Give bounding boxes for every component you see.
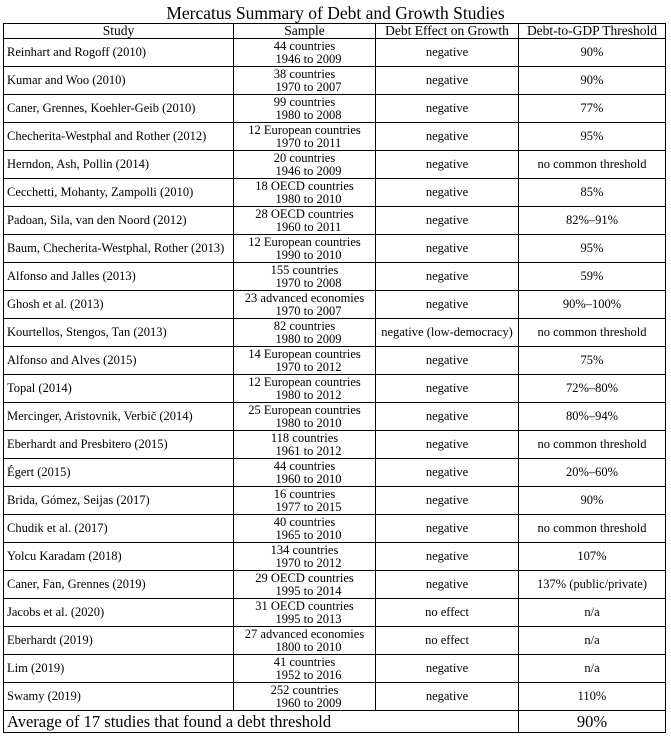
effect-cell: negative [376, 543, 519, 571]
effect-cell: negative (low-democracy) [376, 319, 519, 347]
table-row [4, 347, 666, 375]
threshold-cell: n/a [519, 627, 666, 655]
table-row [4, 67, 666, 95]
sample-cell [234, 515, 376, 543]
study-cell: Caner, Grennes, Koehler-Geib (2010) [4, 95, 234, 123]
sample-period: 1960 to 2009 [275, 695, 342, 710]
sample-countries: 12 European countries [248, 122, 361, 137]
sample-period: 1946 to 2009 [275, 51, 342, 66]
sample-cell [234, 487, 376, 515]
sample-cell [234, 123, 376, 151]
sample-period: 1980 to 2008 [275, 107, 342, 122]
sample-cell [234, 67, 376, 95]
sample-countries: 118 countries [270, 430, 339, 445]
table-row [4, 599, 666, 627]
sample-cell [234, 95, 376, 123]
study-cell: Lim (2019) [4, 655, 234, 683]
sample-countries: 23 advanced economies [244, 290, 365, 305]
sample-period: 1980 to 2010 [275, 415, 342, 430]
effect-cell: negative [376, 655, 519, 683]
study-cell: Reinhart and Rogoff (2010) [4, 39, 234, 67]
study-cell: Alfonso and Jalles (2013) [4, 263, 234, 291]
sample-period: 1960 to 2010 [275, 471, 342, 486]
sample-cell [234, 207, 376, 235]
threshold-cell: 72%–80% [519, 375, 666, 403]
threshold-cell: 90% [519, 487, 666, 515]
sample-cell [234, 375, 376, 403]
effect-cell: negative [376, 683, 519, 711]
sample-cell [234, 403, 376, 431]
threshold-cell: 75% [519, 347, 666, 375]
table-row [4, 39, 666, 67]
effect-cell: negative [376, 431, 519, 459]
table-row [4, 291, 666, 319]
threshold-cell: 80%–94% [519, 403, 666, 431]
effect-cell: negative [376, 235, 519, 263]
sample-countries: 40 countries [273, 514, 336, 529]
sample-period: 1952 to 2016 [275, 667, 342, 682]
summary-label: Average of 17 studies that found a debt threshold [4, 711, 519, 733]
sample-countries: 29 OECD countries [255, 570, 354, 585]
study-cell: Alfonso and Alves (2015) [4, 347, 234, 375]
study-cell: Cecchetti, Mohanty, Zampolli (2010) [4, 179, 234, 207]
table-row [4, 95, 666, 123]
effect-cell: no effect [376, 599, 519, 627]
table-body [4, 39, 666, 711]
study-cell: Padoan, Sila, van den Noord (2012) [4, 207, 234, 235]
header-sample: Sample [234, 24, 376, 39]
effect-cell: negative [376, 207, 519, 235]
table-row [4, 487, 666, 515]
sample-cell [234, 655, 376, 683]
sample-countries: 82 countries [273, 318, 336, 333]
effect-cell: negative [376, 571, 519, 599]
sample-cell [234, 39, 376, 67]
table-row [4, 543, 666, 571]
threshold-cell: 107% [519, 543, 666, 571]
sample-cell [234, 235, 376, 263]
sample-period: 1995 to 2014 [275, 583, 342, 598]
table-row [4, 683, 666, 711]
sample-cell [234, 459, 376, 487]
sample-cell [234, 179, 376, 207]
table-row [4, 263, 666, 291]
effect-cell: negative [376, 487, 519, 515]
sample-countries: 44 countries [273, 38, 336, 53]
sample-cell [234, 627, 376, 655]
sample-countries: 12 European countries [248, 234, 361, 249]
sample-cell [234, 599, 376, 627]
study-cell: Kourtellos, Stengos, Tan (2013) [4, 319, 234, 347]
table-title: Mercatus Summary of Debt and Growth Studies [166, 3, 505, 23]
sample-period: 1946 to 2009 [275, 163, 342, 178]
table-row [4, 207, 666, 235]
sample-countries: 44 countries [273, 458, 336, 473]
table-row [4, 151, 666, 179]
studies-table [3, 23, 666, 733]
threshold-cell: 137% (public/private) [519, 571, 666, 599]
sample-countries: 12 European countries [248, 374, 361, 389]
threshold-cell: n/a [519, 599, 666, 627]
threshold-cell: 77% [519, 95, 666, 123]
sample-countries: 20 countries [273, 150, 336, 165]
table-row [4, 319, 666, 347]
table-row [4, 459, 666, 487]
study-cell: Chudik et al. (2017) [4, 515, 234, 543]
study-cell: Eberhardt (2019) [4, 627, 234, 655]
table-row [4, 179, 666, 207]
sample-period: 1980 to 2010 [275, 191, 342, 206]
threshold-cell: 110% [519, 683, 666, 711]
sample-period: 1970 to 2007 [275, 303, 342, 318]
sample-period: 1977 to 2015 [275, 499, 342, 514]
effect-cell: negative [376, 375, 519, 403]
table-row [4, 431, 666, 459]
threshold-cell: 20%–60% [519, 459, 666, 487]
sample-period: 1961 to 2012 [275, 443, 342, 458]
study-cell: Ghosh et al. (2013) [4, 291, 234, 319]
effect-cell: negative [376, 95, 519, 123]
effect-cell: negative [376, 151, 519, 179]
effect-cell: negative [376, 67, 519, 95]
threshold-cell: 90% [519, 39, 666, 67]
study-cell: Swamy (2019) [4, 683, 234, 711]
table-row [4, 655, 666, 683]
sample-period: 1990 to 2010 [275, 247, 342, 262]
study-cell: Eberhardt and Presbitero (2015) [4, 431, 234, 459]
threshold-cell: 90% [519, 67, 666, 95]
sample-period: 1995 to 2013 [275, 611, 342, 626]
study-cell: Brida, Gómez, Seijas (2017) [4, 487, 234, 515]
effect-cell: negative [376, 459, 519, 487]
threshold-cell: no common threshold [519, 431, 666, 459]
summary-value: 90% [519, 711, 666, 733]
table-row [4, 403, 666, 431]
sample-period: 1970 to 2012 [275, 359, 342, 374]
sample-cell [234, 543, 376, 571]
effect-cell: negative [376, 123, 519, 151]
sample-cell [234, 571, 376, 599]
header-effect: Debt Effect on Growth [376, 24, 519, 39]
effect-cell: negative [376, 291, 519, 319]
effect-cell: negative [376, 347, 519, 375]
sample-period: 1970 to 2012 [275, 555, 342, 570]
sample-period: 1980 to 2009 [275, 331, 342, 346]
sample-countries: 14 European countries [248, 346, 361, 361]
table-row [4, 627, 666, 655]
threshold-cell: 59% [519, 263, 666, 291]
threshold-cell: no common threshold [519, 515, 666, 543]
threshold-cell: n/a [519, 655, 666, 683]
sample-countries: 38 countries [273, 66, 336, 81]
threshold-cell: 90%–100% [519, 291, 666, 319]
sample-countries: 16 countries [273, 486, 336, 501]
study-cell: Jacobs et al. (2020) [4, 599, 234, 627]
sample-period: 1970 to 2007 [275, 79, 342, 94]
threshold-cell: 85% [519, 179, 666, 207]
study-cell: Égert (2015) [4, 459, 234, 487]
threshold-cell: 95% [519, 235, 666, 263]
study-cell: Mercinger, Aristovnik, Verbič (2014) [4, 403, 234, 431]
sample-countries: 252 countries [270, 682, 339, 697]
summary-row [4, 711, 666, 733]
sample-period: 1970 to 2008 [275, 275, 342, 290]
sample-countries: 27 advanced economies [244, 626, 365, 641]
sample-cell [234, 151, 376, 179]
header-row [4, 24, 666, 39]
sample-period: 1800 to 2010 [275, 639, 342, 654]
sample-cell [234, 347, 376, 375]
effect-cell: negative [376, 515, 519, 543]
study-cell: Kumar and Woo (2010) [4, 67, 234, 95]
effect-cell: negative [376, 403, 519, 431]
threshold-cell: no common threshold [519, 151, 666, 179]
sample-period: 1970 to 2011 [275, 135, 342, 150]
sample-period: 1960 to 2011 [275, 219, 342, 234]
sample-countries: 134 countries [270, 542, 339, 557]
sample-countries: 28 OECD countries [255, 206, 354, 221]
header-threshold: Debt-to-GDP Threshold [519, 24, 666, 39]
sample-countries: 99 countries [273, 94, 336, 109]
table-row [4, 515, 666, 543]
sample-cell [234, 683, 376, 711]
table-row [4, 571, 666, 599]
sample-cell [234, 319, 376, 347]
study-cell: Herndon, Ash, Pollin (2014) [4, 151, 234, 179]
table-row [4, 375, 666, 403]
effect-cell: negative [376, 179, 519, 207]
study-cell: Caner, Fan, Grennes (2019) [4, 571, 234, 599]
sample-cell [234, 263, 376, 291]
sample-countries: 155 countries [270, 262, 339, 277]
study-cell: Yolcu Karadam (2018) [4, 543, 234, 571]
threshold-cell: 82%–91% [519, 207, 666, 235]
sample-countries: 25 European countries [248, 402, 361, 417]
sample-cell [234, 291, 376, 319]
study-cell: Checherita-Westphal and Rother (2012) [4, 123, 234, 151]
sample-period: 1980 to 2012 [275, 387, 342, 402]
table-row [4, 123, 666, 151]
effect-cell: negative [376, 39, 519, 67]
study-cell: Baum, Checherita-Westphal, Rother (2013) [4, 235, 234, 263]
effect-cell: no effect [376, 627, 519, 655]
header-study: Study [4, 24, 234, 39]
sample-cell [234, 431, 376, 459]
sample-period: 1965 to 2010 [275, 527, 342, 542]
threshold-cell: 95% [519, 123, 666, 151]
study-cell: Topal (2014) [4, 375, 234, 403]
sample-countries: 31 OECD countries [255, 598, 354, 613]
sample-countries: 41 countries [273, 654, 336, 669]
sample-countries: 18 OECD countries [255, 178, 354, 193]
effect-cell: negative [376, 263, 519, 291]
table-row [4, 235, 666, 263]
threshold-cell: no common threshold [519, 319, 666, 347]
